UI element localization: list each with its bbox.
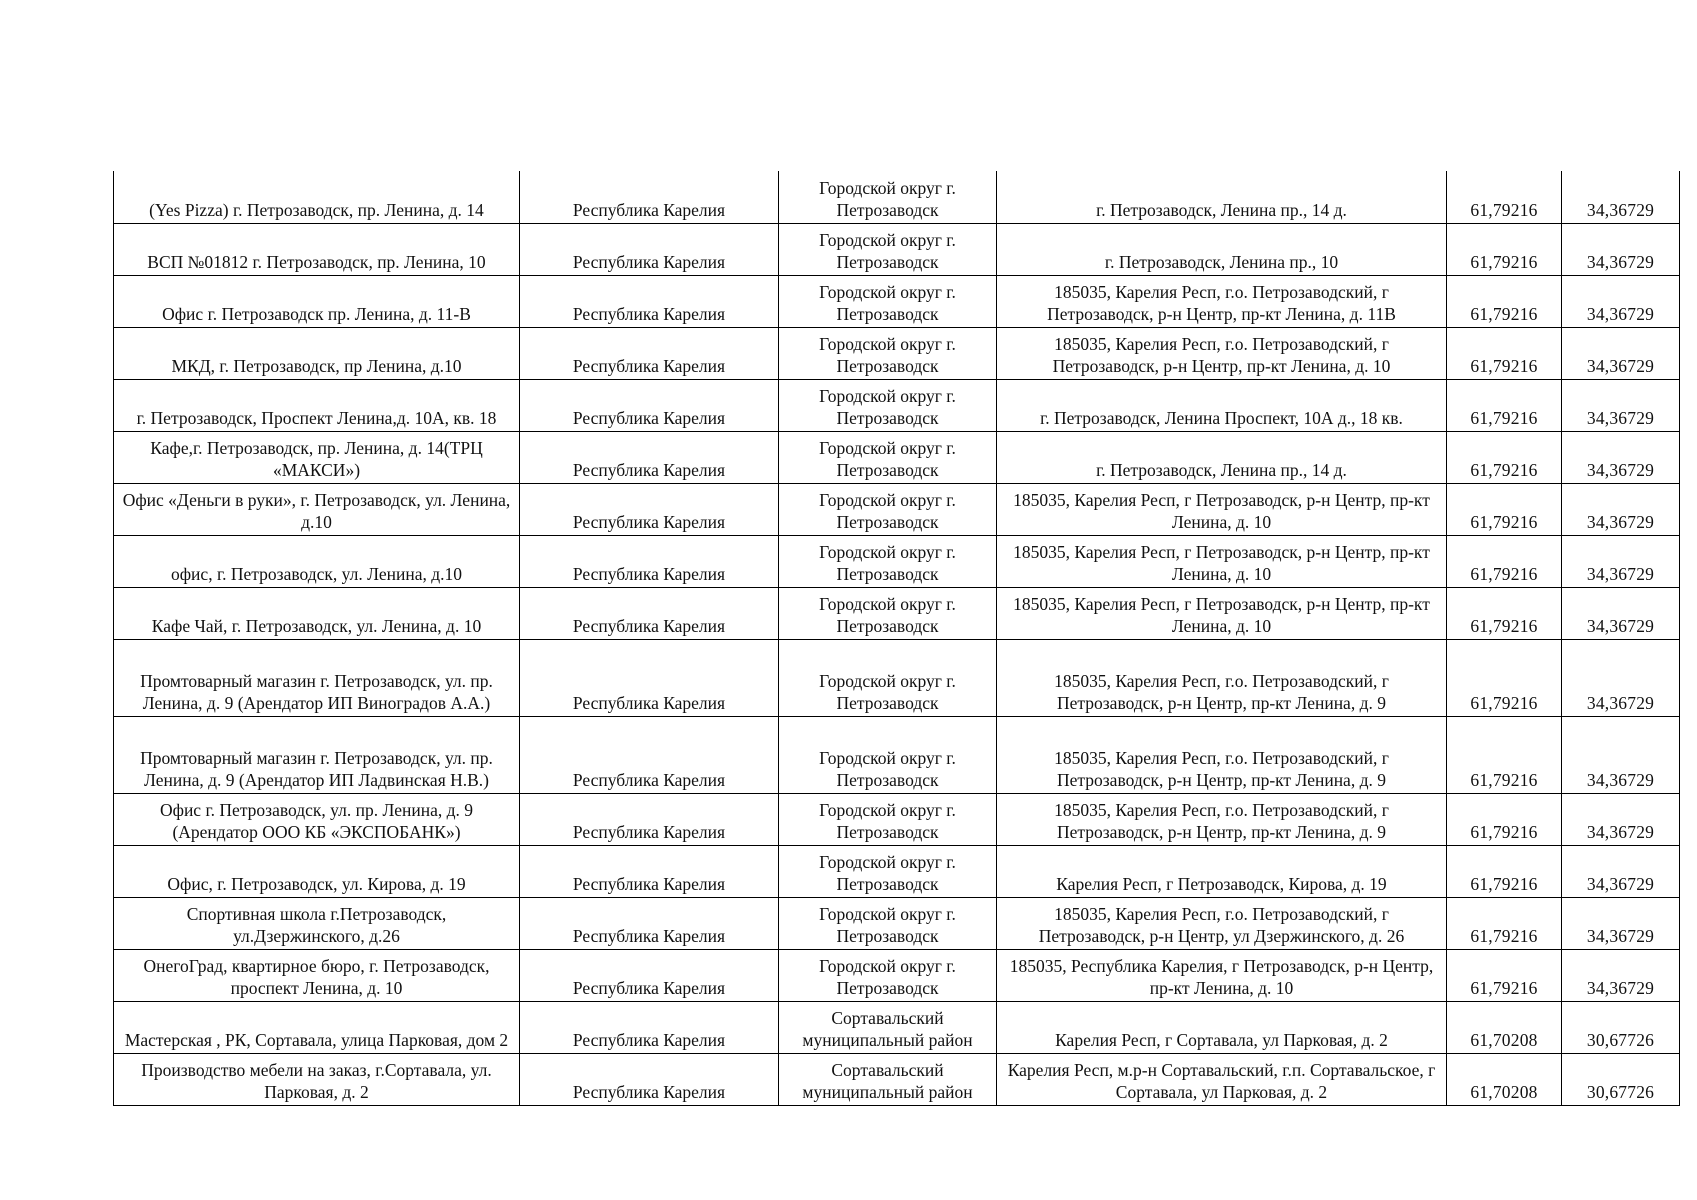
longitude-cell: 34,36729: [1562, 379, 1680, 431]
municipality-cell: Городской округ г. Петрозаводск: [779, 897, 997, 949]
latitude-cell: 61,79216: [1447, 327, 1562, 379]
object-name-cell: Производство мебели на заказ, г.Сортавала, ул. Парковая, д. 2: [114, 1053, 520, 1105]
address-table: [113, 171, 1680, 1106]
latitude-cell: 61,79216: [1447, 949, 1562, 1001]
longitude-cell: 34,36729: [1562, 845, 1680, 897]
municipality-cell: Городской округ г. Петрозаводск: [779, 845, 997, 897]
object-name-cell: Промтоварный магазин г. Петрозаводск, ул. пр. Ленина, д. 9 (Арендатор ИП Виноградов А.А.): [114, 639, 520, 716]
table-row: [114, 431, 1680, 483]
latitude-cell: 61,70208: [1447, 1053, 1562, 1105]
table-row: [114, 379, 1680, 431]
latitude-cell: 61,79216: [1447, 431, 1562, 483]
region-cell: Республика Карелия: [520, 587, 779, 639]
municipality-cell: Сортавальский муниципальный район: [779, 1053, 997, 1105]
longitude-cell: 34,36729: [1562, 587, 1680, 639]
object-name-cell: Кафе,г. Петрозаводск, пр. Ленина, д. 14(ТРЦ «МАКСИ»): [114, 431, 520, 483]
region-cell: Республика Карелия: [520, 223, 779, 275]
table-row: [114, 897, 1680, 949]
latitude-cell: 61,79216: [1447, 223, 1562, 275]
region-cell: Республика Карелия: [520, 327, 779, 379]
region-cell: Республика Карелия: [520, 1001, 779, 1053]
object-name-cell: Офис «Деньги в руки», г. Петрозаводск, ул. Ленина, д.10: [114, 483, 520, 535]
table-row: [114, 716, 1680, 793]
address-cell: Карелия Респ, г Петрозаводск, Кирова, д. 19: [997, 845, 1447, 897]
municipality-cell: Городской округ г. Петрозаводск: [779, 483, 997, 535]
region-cell: Республика Карелия: [520, 275, 779, 327]
object-name-cell: (Yes Pizza) г. Петрозаводск, пр. Ленина, д. 14: [114, 171, 520, 223]
municipality-cell: Городской округ г. Петрозаводск: [779, 949, 997, 1001]
table-row: [114, 275, 1680, 327]
table-row: [114, 327, 1680, 379]
longitude-cell: 34,36729: [1562, 949, 1680, 1001]
object-name-cell: офис, г. Петрозаводск, ул. Ленина, д.10: [114, 535, 520, 587]
object-name-cell: Офис, г. Петрозаводск, ул. Кирова, д. 19: [114, 845, 520, 897]
table-row: [114, 587, 1680, 639]
object-name-cell: Спортивная школа г.Петрозаводск, ул.Дзержинского, д.26: [114, 897, 520, 949]
longitude-cell: 34,36729: [1562, 483, 1680, 535]
longitude-cell: 34,36729: [1562, 639, 1680, 716]
table-row: [114, 639, 1680, 716]
region-cell: Республика Карелия: [520, 483, 779, 535]
longitude-cell: 34,36729: [1562, 431, 1680, 483]
municipality-cell: Городской округ г. Петрозаводск: [779, 431, 997, 483]
table-row: [114, 793, 1680, 845]
latitude-cell: 61,79216: [1447, 587, 1562, 639]
region-cell: Республика Карелия: [520, 949, 779, 1001]
municipality-cell: Городской округ г. Петрозаводск: [779, 171, 997, 223]
longitude-cell: 34,36729: [1562, 897, 1680, 949]
address-cell: г. Петрозаводск, Ленина пр., 14 д.: [997, 171, 1447, 223]
municipality-cell: Городской округ г. Петрозаводск: [779, 535, 997, 587]
object-name-cell: МКД, г. Петрозаводск, пр Ленина, д.10: [114, 327, 520, 379]
longitude-cell: 34,36729: [1562, 535, 1680, 587]
longitude-cell: 30,67726: [1562, 1053, 1680, 1105]
address-cell: 185035, Карелия Респ, г.о. Петрозаводский, г Петрозаводск, р-н Центр, пр-кт Ленина, д. 9: [997, 716, 1447, 793]
address-cell: 185035, Карелия Респ, г Петрозаводск, р-н Центр, пр-кт Ленина, д. 10: [997, 587, 1447, 639]
table-row: [114, 949, 1680, 1001]
municipality-cell: Городской округ г. Петрозаводск: [779, 379, 997, 431]
latitude-cell: 61,79216: [1447, 639, 1562, 716]
longitude-cell: 34,36729: [1562, 716, 1680, 793]
address-cell: 185035, Республика Карелия, г Петрозаводск, р-н Центр, пр-кт Ленина, д. 10: [997, 949, 1447, 1001]
region-cell: Республика Карелия: [520, 379, 779, 431]
address-cell: 185035, Карелия Респ, г Петрозаводск, р-н Центр, пр-кт Ленина, д. 10: [997, 535, 1447, 587]
address-cell: г. Петрозаводск, Ленина пр., 14 д.: [997, 431, 1447, 483]
longitude-cell: 34,36729: [1562, 793, 1680, 845]
table-row: [114, 483, 1680, 535]
object-name-cell: Офис г. Петрозаводск пр. Ленина, д. 11-В: [114, 275, 520, 327]
table-row: [114, 535, 1680, 587]
latitude-cell: 61,79216: [1447, 897, 1562, 949]
address-cell: 185035, Карелия Респ, г.о. Петрозаводский, г Петрозаводск, р-н Центр, ул Дзержинского, д. 26: [997, 897, 1447, 949]
address-cell: 185035, Карелия Респ, г.о. Петрозаводский, г Петрозаводск, р-н Центр, пр-кт Ленина, д. 10: [997, 327, 1447, 379]
table-row: [114, 845, 1680, 897]
municipality-cell: Городской округ г. Петрозаводск: [779, 587, 997, 639]
region-cell: Республика Карелия: [520, 897, 779, 949]
table-row: [114, 171, 1680, 223]
longitude-cell: 30,67726: [1562, 1001, 1680, 1053]
latitude-cell: 61,79216: [1447, 379, 1562, 431]
latitude-cell: 61,79216: [1447, 716, 1562, 793]
longitude-cell: 34,36729: [1562, 327, 1680, 379]
latitude-cell: 61,79216: [1447, 275, 1562, 327]
object-name-cell: Офис г. Петрозаводск, ул. пр. Ленина, д. 9 (Арендатор ООО КБ «ЭКСПОБАНК»): [114, 793, 520, 845]
municipality-cell: Сортавальский муниципальный район: [779, 1001, 997, 1053]
longitude-cell: 34,36729: [1562, 223, 1680, 275]
address-cell: 185035, Карелия Респ, г.о. Петрозаводский, г Петрозаводск, р-н Центр, пр-кт Ленина, д. 11В: [997, 275, 1447, 327]
object-name-cell: ОнегоГрад, квартирное бюро, г. Петрозаводск, проспект Ленина, д. 10: [114, 949, 520, 1001]
latitude-cell: 61,70208: [1447, 1001, 1562, 1053]
municipality-cell: Городской округ г. Петрозаводск: [779, 327, 997, 379]
municipality-cell: Городской округ г. Петрозаводск: [779, 793, 997, 845]
address-cell: 185035, Карелия Респ, г.о. Петрозаводский, г Петрозаводск, р-н Центр, пр-кт Ленина, д. 9: [997, 639, 1447, 716]
region-cell: Республика Карелия: [520, 535, 779, 587]
region-cell: Республика Карелия: [520, 716, 779, 793]
latitude-cell: 61,79216: [1447, 483, 1562, 535]
latitude-cell: 61,79216: [1447, 845, 1562, 897]
table-row: [114, 1053, 1680, 1105]
region-cell: Республика Карелия: [520, 639, 779, 716]
region-cell: Республика Карелия: [520, 171, 779, 223]
address-cell: Карелия Респ, г Сортавала, ул Парковая, д. 2: [997, 1001, 1447, 1053]
address-table-body: [114, 171, 1680, 1105]
address-cell: г. Петрозаводск, Ленина пр., 10: [997, 223, 1447, 275]
region-cell: Республика Карелия: [520, 845, 779, 897]
object-name-cell: Кафе Чай, г. Петрозаводск, ул. Ленина, д. 10: [114, 587, 520, 639]
address-cell: Карелия Респ, м.р-н Сортавальский, г.п. Сортавальское, г Сортавала, ул Парковая, д. 2: [997, 1053, 1447, 1105]
latitude-cell: 61,79216: [1447, 535, 1562, 587]
table-row: [114, 223, 1680, 275]
longitude-cell: 34,36729: [1562, 275, 1680, 327]
object-name-cell: ВСП №01812 г. Петрозаводск, пр. Ленина, 10: [114, 223, 520, 275]
region-cell: Республика Карелия: [520, 1053, 779, 1105]
address-cell: 185035, Карелия Респ, г.о. Петрозаводский, г Петрозаводск, р-н Центр, пр-кт Ленина, д. 9: [997, 793, 1447, 845]
municipality-cell: Городской округ г. Петрозаводск: [779, 716, 997, 793]
region-cell: Республика Карелия: [520, 431, 779, 483]
municipality-cell: Городской округ г. Петрозаводск: [779, 639, 997, 716]
object-name-cell: Промтоварный магазин г. Петрозаводск, ул. пр. Ленина, д. 9 (Арендатор ИП Ладвинская Н.В.): [114, 716, 520, 793]
longitude-cell: 34,36729: [1562, 171, 1680, 223]
latitude-cell: 61,79216: [1447, 793, 1562, 845]
object-name-cell: Мастерская , РК, Сортавала, улица Парковая, дом 2: [114, 1001, 520, 1053]
region-cell: Республика Карелия: [520, 793, 779, 845]
municipality-cell: Городской округ г. Петрозаводск: [779, 275, 997, 327]
address-cell: г. Петрозаводск, Ленина Проспект, 10А д., 18 кв.: [997, 379, 1447, 431]
latitude-cell: 61,79216: [1447, 171, 1562, 223]
address-cell: 185035, Карелия Респ, г Петрозаводск, р-н Центр, пр-кт Ленина, д. 10: [997, 483, 1447, 535]
table-row: [114, 1001, 1680, 1053]
municipality-cell: Городской округ г. Петрозаводск: [779, 223, 997, 275]
object-name-cell: г. Петрозаводск, Проспект Ленина,д. 10А, кв. 18: [114, 379, 520, 431]
